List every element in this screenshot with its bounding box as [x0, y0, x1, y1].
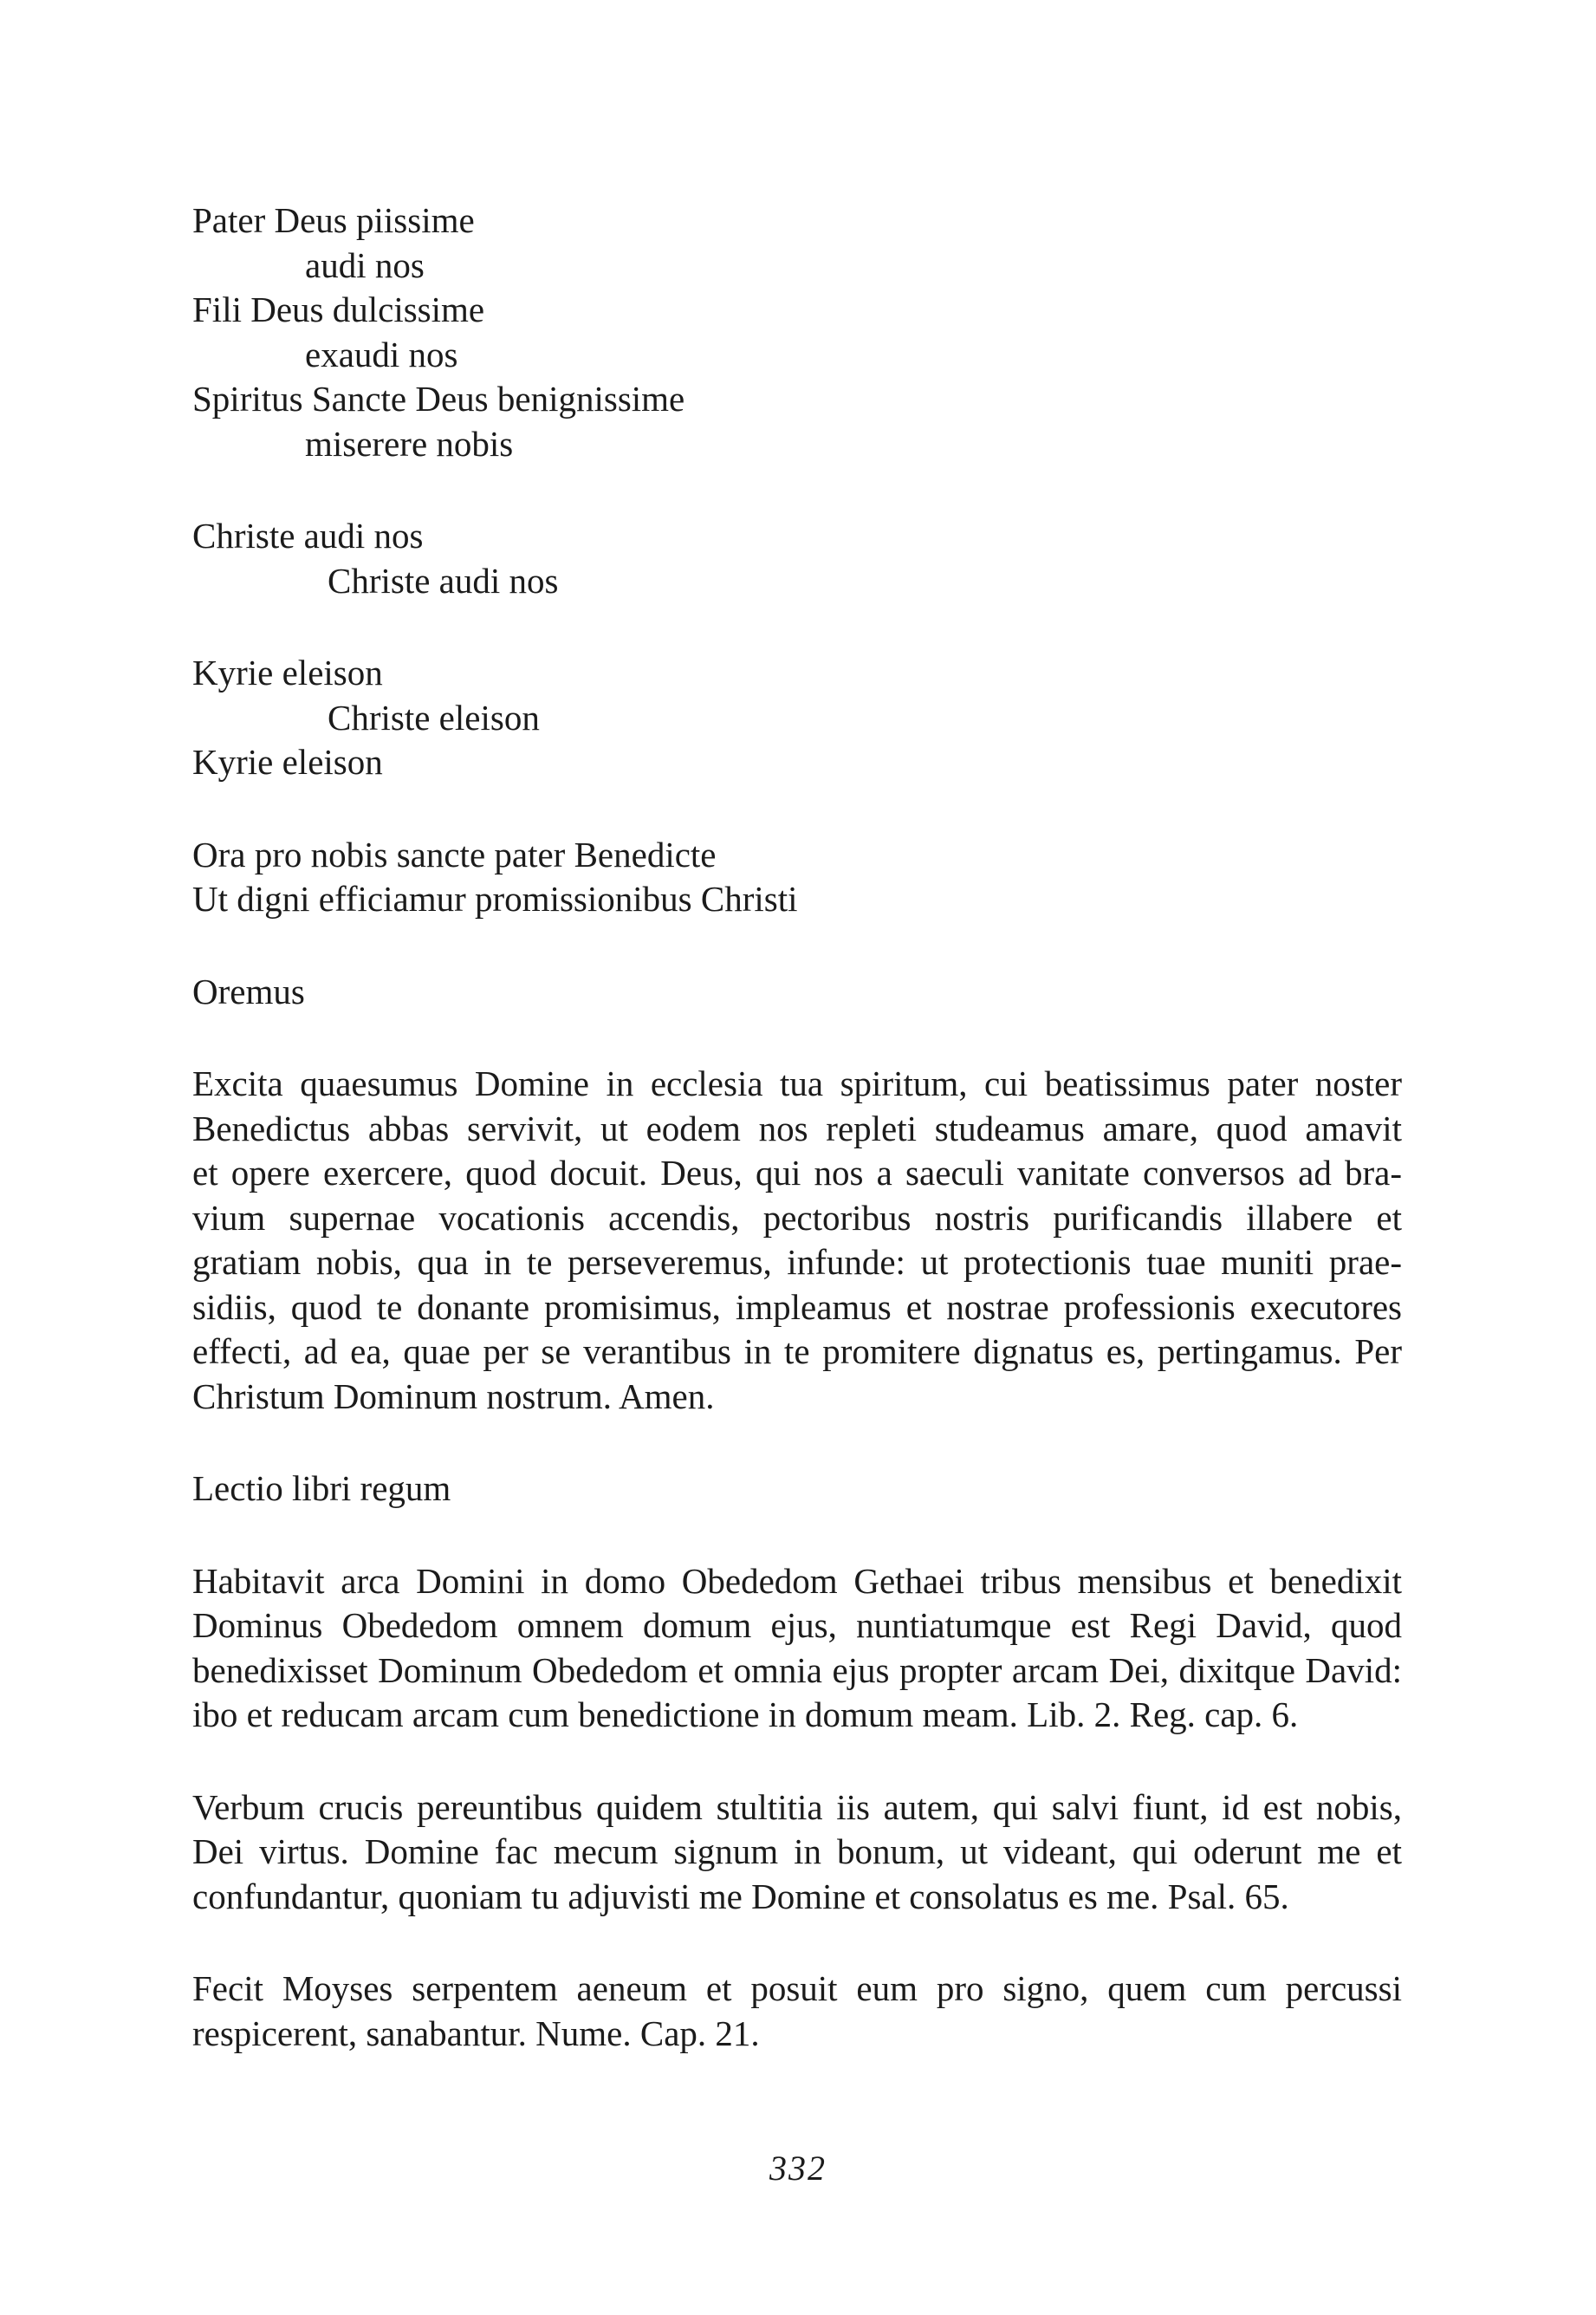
text-line: Christum Dominum nostrum. Amen. [192, 1375, 715, 1416]
text-line: gratiam nobis, qua in te perseveremus, infunde: ut protectionis tuae muniti prae- [192, 1242, 1402, 1282]
text-line: effecti, ad ea, quae per se verantibus in te promitere dignatus es, pertingamus. Per [192, 1331, 1402, 1371]
blank-line [192, 603, 1402, 651]
text-line: Kyrie eleison [192, 653, 383, 693]
blank-line [192, 1014, 1402, 1062]
text-line: Christe eleison [328, 697, 540, 738]
blank-line [192, 785, 1402, 833]
blank-line [192, 466, 1402, 514]
text-line: audi nos [305, 244, 425, 285]
text-line: Christe audi nos [328, 560, 559, 601]
text-line: Lectio libri regum [192, 1468, 451, 1508]
text-line: Kyrie eleison [192, 742, 383, 782]
text-line: sidiis, quod te donante promisimus, impleamus et nostrae professionis executores [192, 1286, 1402, 1327]
text-line: Ut digni efficiamur promissionibus Christi [192, 879, 798, 919]
text-line: respicerent, sanabantur. Nume. Cap. 21. [192, 2013, 760, 2053]
blank-line [192, 922, 1402, 970]
text-line: Spiritus Sancte Deus benignissime [192, 379, 685, 419]
text-line: Ora pro nobis sancte pater Benedicte [192, 834, 717, 875]
text-line: miserere nobis [305, 423, 514, 464]
text-block [192, 198, 1402, 2056]
text-line: Benedictus abbas servivit, ut eodem nos repleti studeamus amare, quod amavit [192, 1108, 1402, 1148]
text-line: exaudi nos [305, 334, 458, 374]
text-line: Fili Deus dulcissime [192, 289, 485, 329]
text-line: vium supernae vocationis accendis, pectoribus nostris purificandis illabere et [192, 1197, 1402, 1238]
blank-line [192, 1919, 1402, 1967]
text-line: Christe audi nos [192, 516, 424, 556]
blank-line [192, 1738, 1402, 1785]
text-line: Excita quaesumus Domine in ecclesia tua spiritum, cui beatissimus pater noster [192, 1063, 1402, 1103]
text-line: Habitavit arca Domini in domo Obededom Gethaei tribus mensibus et benedixit [192, 1560, 1402, 1601]
text-line: benedixisset Dominum Obededom et omnia ejus propter arcam Dei, dixitque David: [192, 1649, 1402, 1690]
text-line: confundantur, quoniam tu adjuvisti me Domine et consolatus es me. Psal. 65. [192, 1876, 1289, 1916]
blank-line [192, 1419, 1402, 1466]
text-line: Fecit Moyses serpentem aeneum et posuit eum pro signo, quem cum percussi [192, 1968, 1402, 2008]
text-line: Oremus [192, 971, 305, 1011]
blank-line [192, 1512, 1402, 1559]
text-line: Verbum crucis pereuntibus quidem stultitia iis autem, qui salvi fiunt, id est nobis, [192, 1786, 1402, 1827]
text-line: Dei virtus. Domine fac mecum signum in bonum, ut videant, qui oderunt me et [192, 1831, 1402, 1871]
text-line: Pater Deus piissime [192, 200, 475, 240]
text-line: et opere exercere, quod docuit. Deus, qui nos a saeculi vanitate conversos ad bra- [192, 1153, 1402, 1193]
text-line: Dominus Obededom omnem domum ejus, nuntiatumque est Regi David, quod [192, 1605, 1402, 1645]
page-number: 332 [769, 2149, 827, 2188]
text-line: ibo et reducam arcam cum benedictione in domum meam. Lib. 2. Reg. cap. 6. [192, 1694, 1299, 1734]
